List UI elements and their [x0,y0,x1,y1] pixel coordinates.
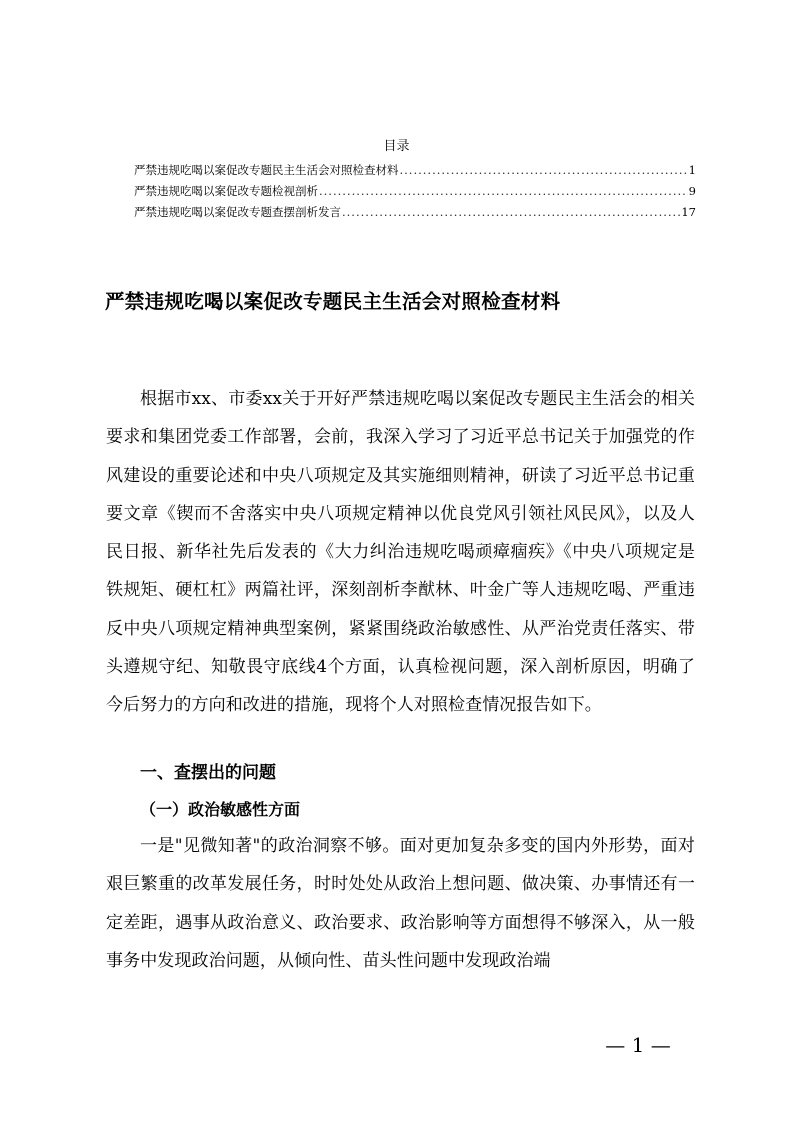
toc-entry-page: 1 [688,163,696,177]
table-of-contents [134,160,696,223]
intro-paragraph: 根据市xx、市委xx关于开好严禁违规吃喝以案促改专题民主生活会的相关要求和集团党委工作部署，会前，我深入学习了习近平总书记关于加强党的作风建设的重要论述和中央八项规定及其实施细则精神，研读了习近平总书记重要文章《锲而不舍落实中央八项规定精神以优良党风引领社风民风》，以及人民日报、新华社先后发表的《大力纠治违规吃喝顽瘴痼疾》《中央八项规定是铁规矩、硬杠杠》两篇社评，深刻剖析李猷林、叶金广等人违规吃喝、严重违反中央八项规定精神典型案例，紧紧围绕政治敏感性、从严治党责任落实、带头遵规守纪、知敬畏守底线4个方面，认真检视问题，深入剖析原因，明确了今后努力的方向和改进的措施，现将个人对照检查情况报告如下。 [106,389,695,716]
subsection-heading: （一）政治敏感性方面 [140,800,301,819]
toc-entry[interactable] [134,181,696,202]
toc-title: 目录 [383,139,410,154]
toc-entry[interactable] [134,202,696,223]
toc-entry-page: 17 [681,205,696,219]
toc-entry-page: 9 [688,184,696,198]
toc-dot-leader [342,202,680,223]
toc-dot-leader [319,181,688,202]
section-heading: 一、查摆出的问题 [140,763,276,783]
page-number: — 1 — [605,1033,671,1057]
toc-entry-title: 严禁违规吃喝以案促改专题检视剖析 [134,184,318,198]
document-title: 严禁违规吃喝以案促改专题民主生活会对照检查材料 [105,290,561,313]
toc-dot-leader [400,160,688,181]
body-paragraph: 一是"见微知著"的政治洞察不够。面对更加复杂多变的国内外形势，面对艰巨繁重的改革发展任务，时时处处从政治上想问题、做决策、办事情还有一定差距，遇事从政治意义、政治要求、政治影响等方面想得不够深入，从一般事务中发现政治问题，从倾向性、苗头性问题中发现政治端 [106,836,695,971]
toc-entry-title: 严禁违规吃喝以案促改专题民主生活会对照检查材料 [134,163,399,177]
toc-entry-title: 严禁违规吃喝以案促改专题查摆剖析发言 [134,205,341,219]
toc-entry[interactable] [134,160,696,181]
